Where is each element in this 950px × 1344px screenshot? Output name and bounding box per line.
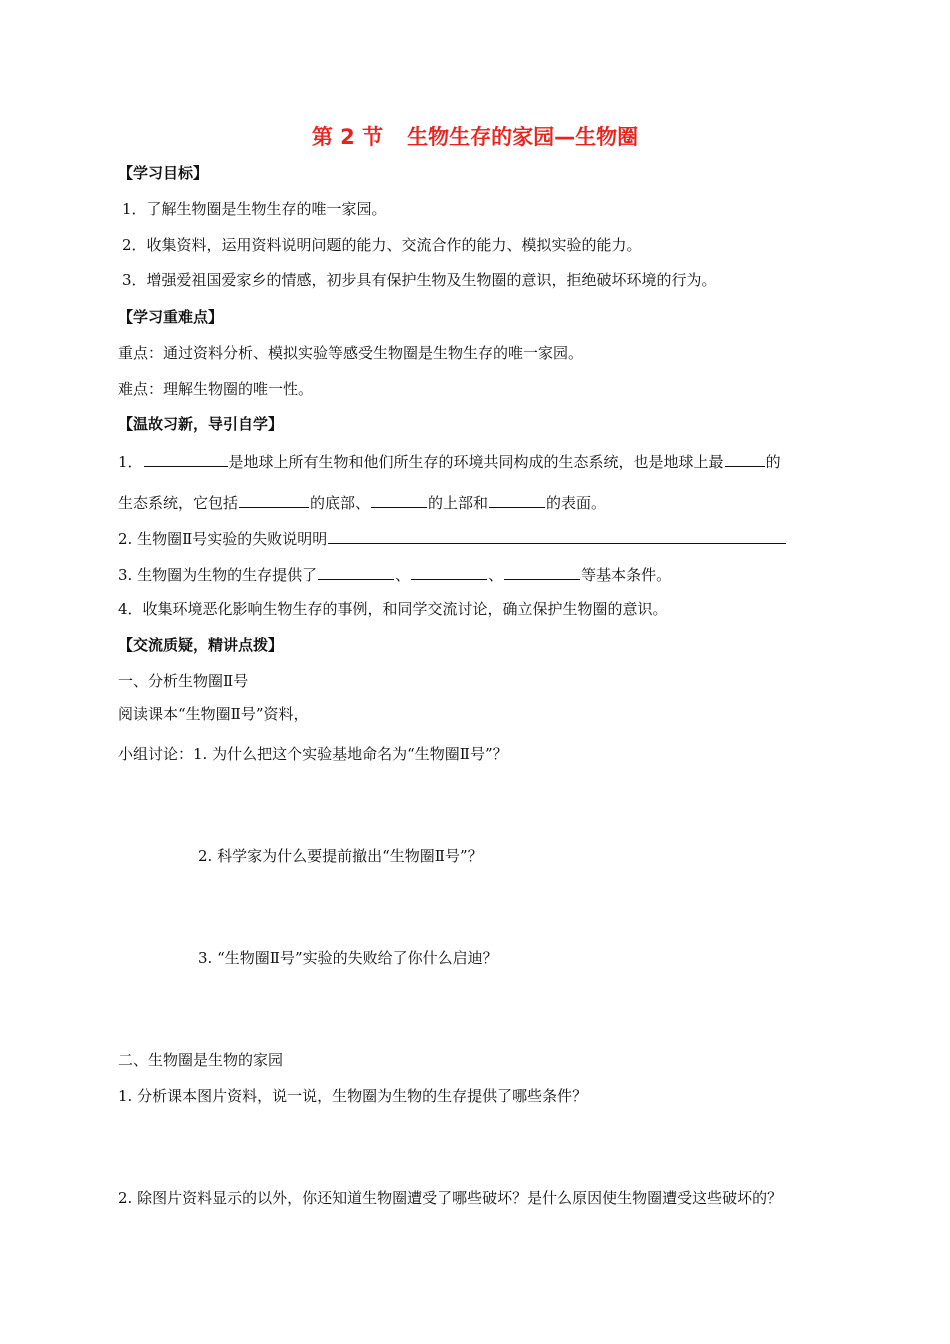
q1b-start: 生态系统，它包括 (118, 494, 239, 512)
section-2-question-1: 1. 分析课本图片资料，说一说，生物圈为生物的生存提供了哪些条件？ (118, 1087, 588, 1105)
review-question-1a (118, 451, 781, 472)
page-title (0, 124, 950, 150)
fill-blank[interactable] (489, 492, 545, 508)
key-point: 重点：通过资料分析、模拟实验等感受生物圈是生物生存的唯一家园。 (118, 344, 584, 362)
fill-blank[interactable] (144, 451, 228, 467)
fill-blank[interactable] (411, 564, 487, 580)
review-heading: 【温故习新，导引自学】 (118, 415, 284, 433)
q1-text: 是地球上所有生物和他们所生存的环境共同构成的生态系统，也是地球上最 (228, 453, 724, 471)
goal-item-1: 1．了解生物圈是生物生存的唯一家园。 (122, 200, 387, 218)
q3-sep1: 、 (395, 566, 411, 584)
q1b-end: 的表面。 (546, 494, 607, 512)
review-question-1b (118, 492, 606, 513)
title-text: 生物生存的家园—生物圈 (407, 125, 639, 149)
q1-number: 1． (118, 453, 143, 471)
section-2-title: 二、生物圈是生物的家园 (118, 1051, 284, 1069)
goal-item-2: 2．收集资料，运用资料说明问题的能力、交流合作的能力、模拟实验的能力。 (122, 236, 642, 254)
section-2-question-2: 2. 除图片资料显示的以外，你还知道生物圈遭受了哪些破坏？是什么原因使生物圈遭受这些破坏的？ (118, 1189, 783, 1207)
reading-instruction: 阅读课本“生物圈Ⅱ号”资料， (118, 705, 309, 723)
q3-start: 3. 生物圈为生物的生存提供了 (118, 566, 318, 584)
section-1-title: 一、分析生物圈Ⅱ号 (118, 672, 249, 690)
discussion-heading: 【交流质疑，精讲点拨】 (118, 636, 284, 654)
goal-item-3: 3．增强爱祖国爱家乡的情感，初步具有保护生物及生物圈的意识，拒绝破坏环境的行为。 (122, 271, 717, 289)
q3-end: 等基本条件。 (581, 566, 672, 584)
title-section-number: 第 2 节 (311, 125, 384, 149)
q1-end: 的 (765, 453, 781, 471)
review-question-4: 4．收集环境恶化影响生物生存的事例，和同学交流讨论，确立保护生物圈的意识。 (118, 600, 668, 618)
q2-text: 2. 生物圈Ⅱ号实验的失败说明明 (118, 530, 328, 548)
fill-blank[interactable] (328, 528, 786, 544)
fill-blank[interactable] (725, 451, 765, 467)
q3-sep2: 、 (488, 566, 504, 584)
keypoints-heading: 【学习重难点】 (118, 308, 224, 326)
review-question-2 (118, 528, 787, 549)
fill-blank[interactable] (504, 564, 580, 580)
q1b-mid1: 的底部、 (310, 494, 371, 512)
q1b-mid2: 的上部和 (428, 494, 489, 512)
goals-heading: 【学习目标】 (118, 164, 209, 182)
review-question-3 (118, 564, 671, 585)
group-question-2: 2. 科学家为什么要提前撤出“生物圈Ⅱ号”？ (198, 847, 483, 865)
fill-blank[interactable] (239, 492, 309, 508)
fill-blank[interactable] (318, 564, 394, 580)
group-question-3: 3. “生物圈Ⅱ号”实验的失败给了你什么启迪？ (198, 949, 498, 967)
difficult-point: 难点：理解生物圈的唯一性。 (118, 380, 314, 398)
fill-blank[interactable] (371, 492, 427, 508)
group-question-1: 小组讨论：1. 为什么把这个实验基地命名为“生物圈Ⅱ号”？ (118, 745, 508, 763)
